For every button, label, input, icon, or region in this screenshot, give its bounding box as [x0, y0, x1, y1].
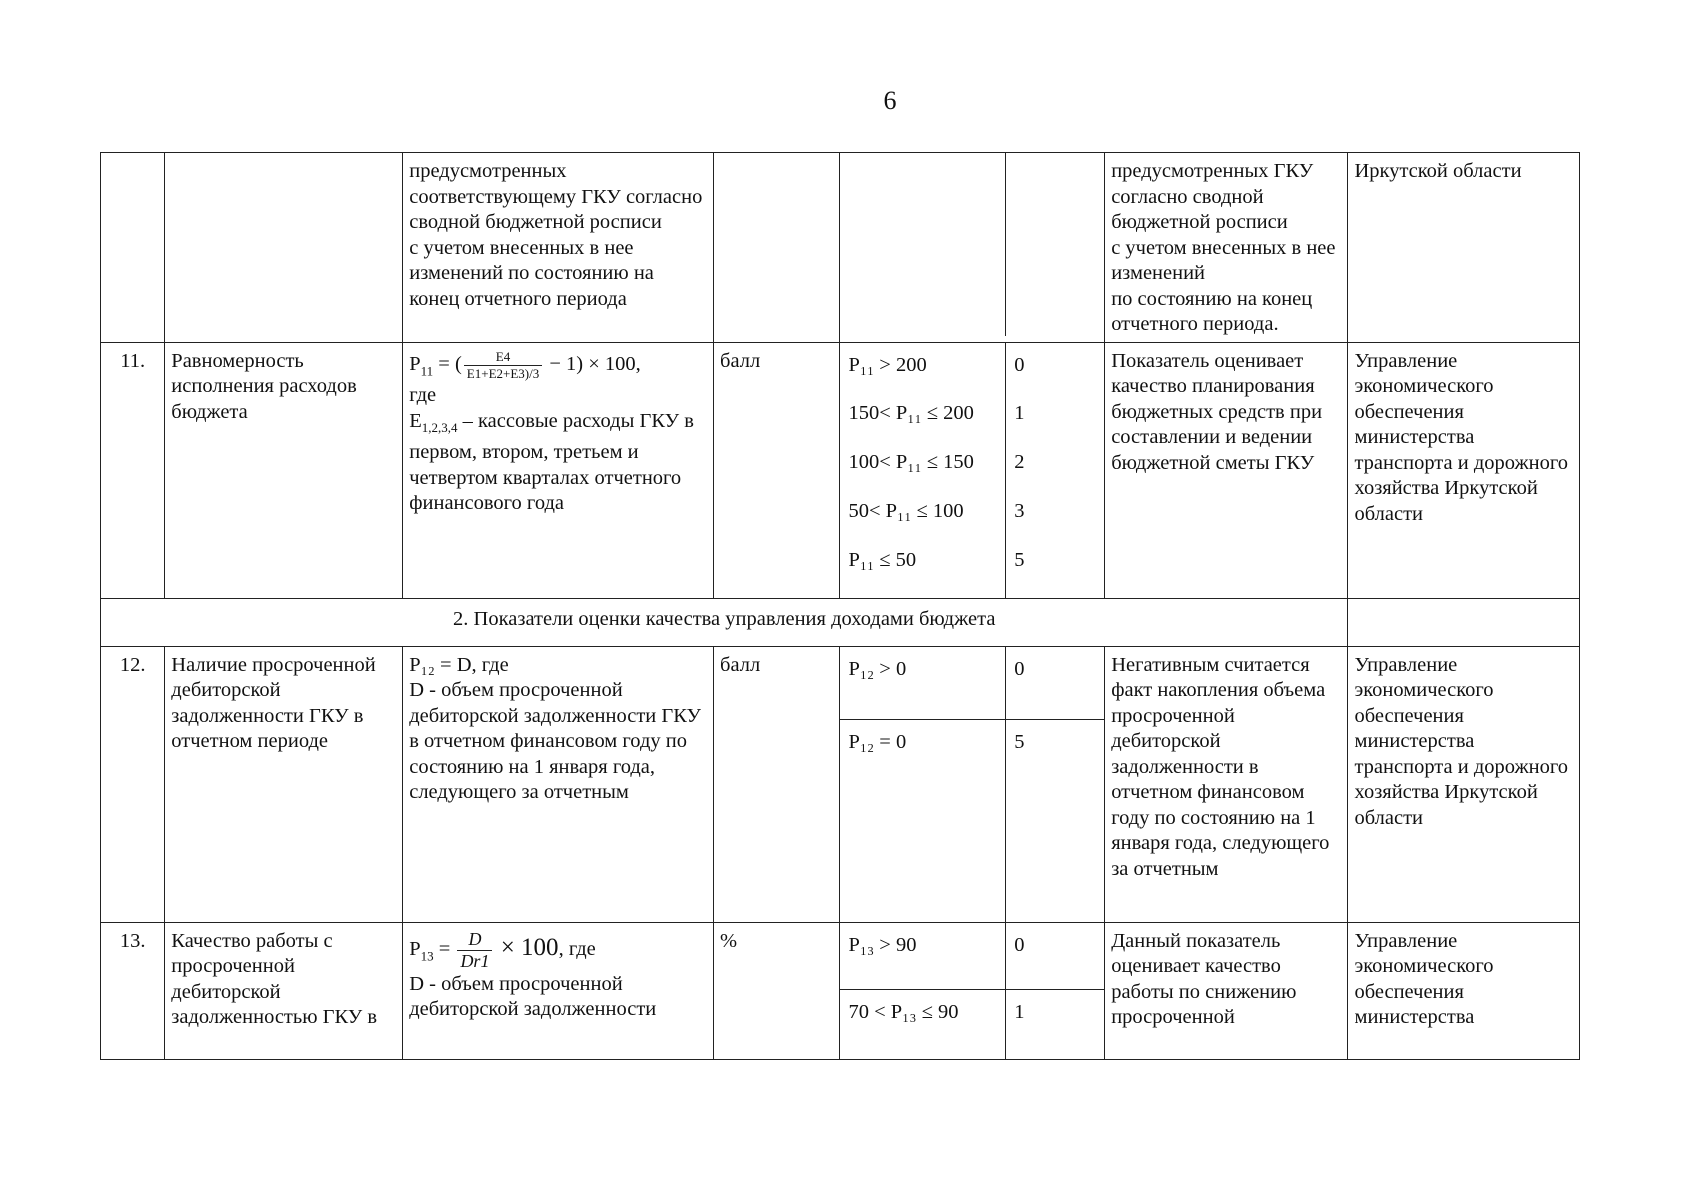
criteria-cond-1: P₁₃ > 90 — [848, 933, 917, 956]
formula-lhs: P — [409, 937, 421, 960]
criteria-score-3: 2 — [1005, 438, 1104, 487]
indicator-name: Равномерность исполнения расходов бюджета — [165, 342, 403, 598]
criteria-cond-1: P₁₂ > 0 — [848, 657, 907, 680]
e-label: E — [409, 409, 422, 432]
table-row-12 — [101, 646, 1580, 922]
formula-tail: − 1) × 100, — [544, 352, 641, 375]
indicator-criteria — [840, 922, 1105, 1059]
fraction-numerator: E4 — [464, 349, 542, 366]
indicator-unit: балл — [714, 342, 840, 598]
section-title: 2. Показатели оценки качества управления доходами бюджета — [101, 598, 1348, 646]
criteria-score-2: 1 — [1005, 389, 1104, 438]
indicator-unit: % — [714, 922, 840, 1059]
indicator-responsible: Управление экономического обеспечения министерства транспорта и дорожного хозяйства Иркутской области — [1348, 646, 1580, 922]
indicator-responsible: Управление экономического обеспечения министерства — [1348, 922, 1580, 1059]
formula-sub: 13 — [420, 947, 434, 963]
formula-rest: D - объем просроченной дебиторской задолженности — [409, 972, 657, 1020]
section-header-row — [101, 598, 1580, 646]
indicator-name: Качество работы с просроченной дебиторской задолженностью ГКУ в — [165, 922, 403, 1059]
table-row-11 — [101, 342, 1580, 598]
formula-fraction — [457, 929, 492, 972]
indicator-comment: Данный показатель оценивает качество работы по снижению просроченной — [1105, 922, 1348, 1059]
criteria-cond-2: 150< P₁₁ ≤ 200 — [848, 402, 974, 425]
indicators-table — [100, 152, 1580, 1060]
page-number: 6 — [883, 86, 897, 115]
indicator-unit: балл — [714, 646, 840, 922]
formula-tail: × 100 — [494, 933, 559, 961]
criteria-score-5: 5 — [1005, 536, 1104, 598]
criteria-cond-5: P₁₁ ≤ 50 — [848, 548, 917, 571]
section-empty-cell — [1348, 598, 1580, 646]
cell-unit — [714, 153, 840, 343]
formula-lhs: P — [409, 352, 421, 375]
formula-fraction — [464, 349, 542, 382]
formula-where: , где — [558, 937, 596, 960]
cell-responsible: Иркутской области — [1348, 153, 1580, 343]
criteria-score-1: 0 — [1005, 343, 1104, 390]
indicator-criteria — [840, 646, 1105, 922]
cell-name — [165, 153, 403, 343]
indicator-criteria — [840, 342, 1105, 598]
criteria-cond-4: 50< P₁₁ ≤ 100 — [848, 499, 964, 522]
criteria-score-1: 0 — [1005, 647, 1104, 719]
row-number: 13. — [101, 922, 165, 1059]
indicator-formula — [403, 922, 714, 1059]
indicator-formula — [403, 342, 714, 598]
formula-where: где — [409, 384, 437, 407]
formula-eq: = ( — [433, 352, 462, 375]
e-text: – кассовые расходы ГКУ в первом, втором, третьем и четвертом кварталах отчетного финансового года — [409, 409, 694, 515]
table-row-continuation — [101, 153, 1580, 343]
cell-criteria — [840, 153, 1105, 343]
formula-eq: = — [433, 937, 456, 960]
criteria-score-4: 3 — [1005, 487, 1104, 536]
fraction-denominator: Dr1 — [460, 950, 490, 971]
indicator-responsible: Управление экономического обеспечения министерства транспорта и дорожного хозяйства Иркутской области — [1348, 342, 1580, 598]
fraction-denominator: E1+E2+E3)/3 — [466, 365, 540, 381]
row-number: 12. — [101, 646, 165, 922]
cell-formula: предусмотренных соответствующему ГКУ согласно сводной бюджетной росписи с учетом внесенных в нее изменений по состоянию на конец отчетного периода — [403, 153, 714, 343]
criteria-score-2: 1 — [1005, 989, 1104, 1059]
cell-num — [101, 153, 165, 343]
criteria-cond-2: 70 < P₁₃ ≤ 90 — [840, 989, 1005, 1059]
criteria-cond-3: 100< P₁₁ ≤ 150 — [848, 451, 974, 474]
e-sub: 1,2,3,4 — [421, 419, 458, 435]
indicator-formula: P₁₂ = D, где D - объем просроченной дебиторской задолженности ГКУ в отчетном финансовом году по состоянию на 1 января года, следующего за отчетным — [403, 646, 714, 922]
table-row-13 — [101, 922, 1580, 1059]
criteria-cond-2: P₁₂ = 0 — [840, 719, 1005, 922]
criteria-score-1: 0 — [1005, 923, 1104, 989]
indicator-comment: Негативным считается факт накопления объема просроченной дебиторской задолженности в отчетном финансовом году по состоянию на 1 января года, следующего за отчетным — [1105, 646, 1348, 922]
row-number: 11. — [101, 342, 165, 598]
fraction-numerator: D — [457, 929, 492, 951]
indicator-comment: Показатель оценивает качество планирования бюджетных средств при составлении и ведении бюджетной сметы ГКУ — [1105, 342, 1348, 598]
formula-sub: 11 — [420, 362, 434, 378]
cell-comment: предусмотренных ГКУ согласно сводной бюджетной росписи с учетом внесенных в нее изменений по состоянию на конец отчетного периода. — [1105, 153, 1348, 343]
criteria-score-2: 5 — [1005, 719, 1104, 922]
indicator-name: Наличие просроченной дебиторской задолженности ГКУ в отчетном периоде — [165, 646, 403, 922]
criteria-cond-1: P₁₁ > 200 — [848, 353, 927, 376]
